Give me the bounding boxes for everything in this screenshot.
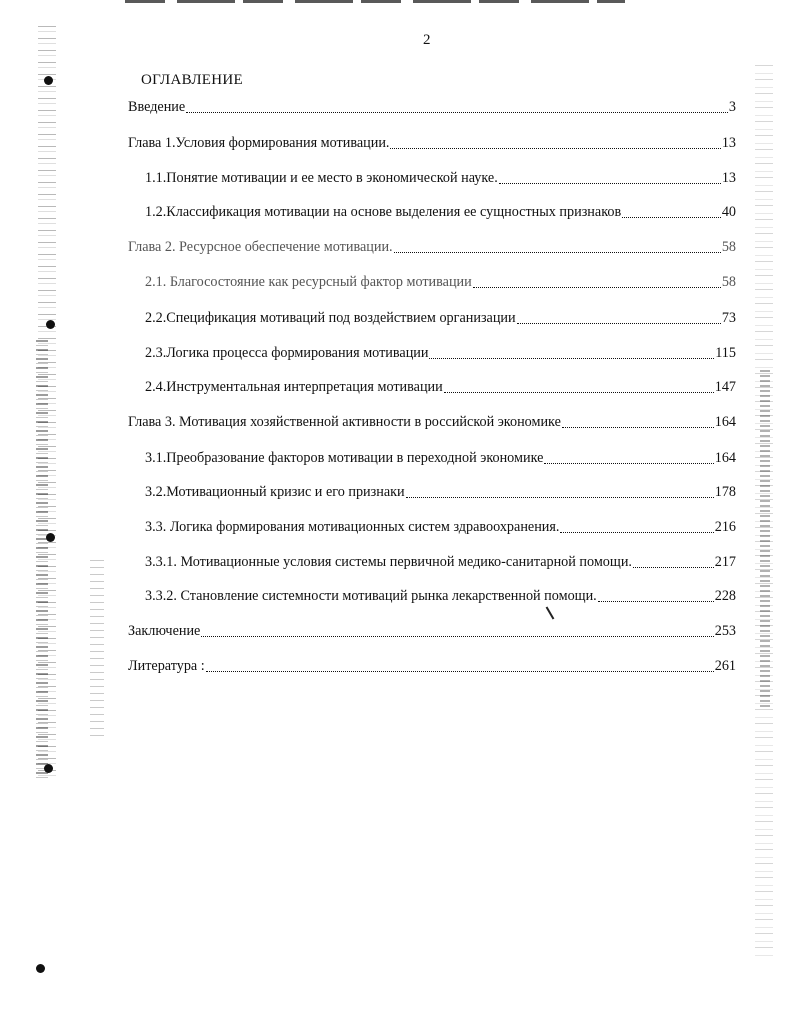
dot-leader bbox=[444, 391, 714, 393]
toc-entry[interactable] bbox=[145, 483, 736, 501]
dot-leader bbox=[633, 566, 714, 568]
toc-entry[interactable] bbox=[145, 309, 736, 327]
toc-entry-label: Введение bbox=[128, 99, 186, 115]
toc-entry-label: Литература : bbox=[128, 658, 205, 674]
toc-entry-label: 1.2.Классификация мотивации на основе выделения ее сущностных признаков bbox=[145, 204, 622, 220]
scan-right-edge-noise-dense bbox=[760, 370, 770, 710]
toc-entry[interactable] bbox=[145, 273, 736, 291]
toc-entry-label: 2.1. Благосостояние как ресурсный фактор мотивации bbox=[145, 274, 472, 290]
dot-leader bbox=[622, 216, 721, 218]
dot-leader bbox=[499, 182, 721, 184]
dot-leader bbox=[390, 147, 720, 149]
dot-leader bbox=[186, 111, 728, 113]
toc-entry-page: 164 bbox=[714, 450, 736, 466]
toc-entry-page: 261 bbox=[714, 658, 736, 674]
dot-leader bbox=[473, 286, 721, 288]
toc-entry-label: 3.3. Логика формирования мотивационных систем здравоохранения. bbox=[145, 519, 560, 535]
toc-entry-page: 13 bbox=[721, 170, 736, 186]
toc-entry-page: 13 bbox=[721, 135, 736, 151]
page-number: 2 bbox=[423, 32, 431, 48]
toc-entry[interactable] bbox=[128, 622, 736, 640]
dot-leader bbox=[394, 251, 721, 253]
toc-entry-label: Глава 1.Условия формирования мотивации. bbox=[128, 135, 390, 151]
toc-entry-label: 3.3.2. Становление системности мотиваций рынка лекарственной помощи. bbox=[145, 588, 597, 604]
toc-entry-page: 3 bbox=[728, 99, 736, 115]
punch-hole-mark bbox=[36, 964, 45, 973]
toc-entry-label: 3.1.Преобразование факторов мотивации в переходной экономике bbox=[145, 450, 544, 466]
toc-entry-label: Глава 2. Ресурсное обеспечение мотивации. bbox=[128, 239, 393, 255]
toc-entry[interactable] bbox=[145, 449, 736, 467]
toc-entry-page: 58 bbox=[721, 239, 736, 255]
toc-entry-page: 178 bbox=[714, 484, 736, 500]
toc-entry-label: 3.3.1. Мотивационные условия системы первичной медико-санитарной помощи. bbox=[145, 554, 632, 570]
dot-leader bbox=[406, 496, 714, 498]
dot-leader bbox=[562, 426, 714, 428]
toc-entry-page: 228 bbox=[714, 588, 736, 604]
scan-top-artifact bbox=[125, 0, 625, 3]
toc-entry[interactable] bbox=[128, 413, 736, 431]
dot-leader bbox=[598, 600, 714, 602]
toc-entry[interactable] bbox=[145, 378, 736, 396]
dot-leader bbox=[206, 670, 714, 672]
scan-left-edge-noise-dense bbox=[36, 340, 48, 780]
toc-heading: ОГЛАВЛЕНИЕ bbox=[141, 72, 243, 88]
toc-entry[interactable] bbox=[145, 203, 736, 221]
toc-entry-label: 2.4.Инструментальная интерпретация мотивации bbox=[145, 379, 443, 395]
toc-entry[interactable] bbox=[128, 657, 736, 675]
toc-entry[interactable] bbox=[128, 98, 736, 116]
toc-entry[interactable] bbox=[145, 553, 736, 571]
toc-entry-page: 164 bbox=[714, 414, 736, 430]
dot-leader bbox=[544, 462, 713, 464]
punch-hole-mark bbox=[44, 76, 53, 85]
toc-entry[interactable] bbox=[128, 134, 736, 152]
toc-entry-label: 1.1.Понятие мотивации и ее место в экономической науке. bbox=[145, 170, 498, 186]
punch-hole-mark bbox=[46, 533, 55, 542]
toc-entry[interactable] bbox=[145, 344, 736, 362]
toc-entry-label: Заключение bbox=[128, 623, 201, 639]
dot-leader bbox=[201, 635, 713, 637]
toc-entry[interactable] bbox=[145, 587, 736, 605]
toc-entry-page: 73 bbox=[721, 310, 736, 326]
toc-entry-page: 40 bbox=[721, 204, 736, 220]
toc-entry-label: 3.2.Мотивационный кризис и его признаки bbox=[145, 484, 405, 500]
dot-leader bbox=[429, 357, 714, 359]
toc-entry-page: 216 bbox=[714, 519, 736, 535]
dot-leader bbox=[517, 322, 721, 324]
toc-entry[interactable] bbox=[145, 169, 736, 187]
scan-left-inner-noise bbox=[90, 560, 104, 740]
toc-entry-page: 217 bbox=[714, 554, 736, 570]
toc-entry-page: 147 bbox=[714, 379, 736, 395]
pen-mark bbox=[546, 606, 555, 619]
dot-leader bbox=[560, 531, 713, 533]
toc-entry-label: 2.3.Логика процесса формирования мотивации bbox=[145, 345, 429, 361]
toc-entry-page: 115 bbox=[715, 345, 736, 361]
punch-hole-mark bbox=[44, 764, 53, 773]
toc-entry-label: Глава 3. Мотивация хозяйственной активности в российской экономике bbox=[128, 414, 561, 430]
toc-entry-page: 58 bbox=[721, 274, 736, 290]
toc-entry-page: 253 bbox=[714, 623, 736, 639]
toc-entry[interactable] bbox=[145, 518, 736, 536]
toc-entry-label: 2.2.Спецификация мотиваций под воздействием организации bbox=[145, 310, 516, 326]
punch-hole-mark bbox=[46, 320, 55, 329]
toc-entry[interactable] bbox=[128, 238, 736, 256]
